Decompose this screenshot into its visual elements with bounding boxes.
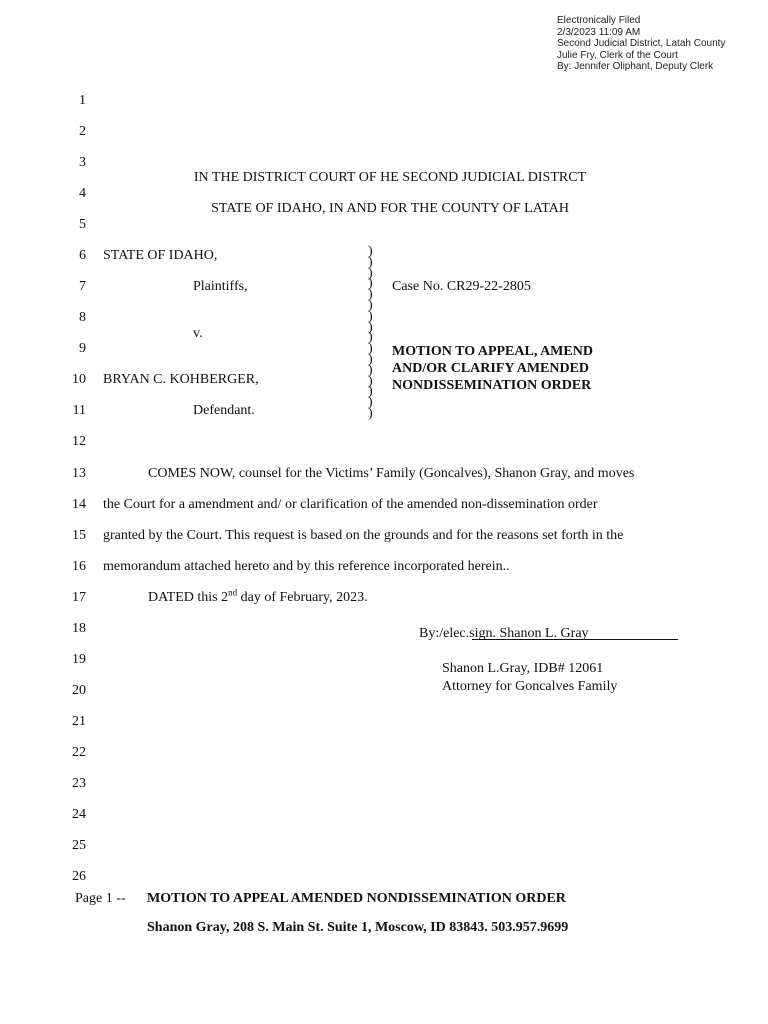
defendant-role: Defendant.: [193, 403, 255, 418]
dated-line: [148, 587, 368, 606]
line-number: 10: [72, 372, 86, 387]
paren: ): [368, 244, 373, 259]
motion-title-line2: AND/OR CLARIFY AMENDED: [392, 361, 590, 376]
versus-label: v.: [193, 326, 203, 341]
paren: ): [368, 384, 373, 400]
body-line: memorandum attached hereto and by this reference incorporated herein..: [103, 559, 510, 574]
paren: ): [368, 341, 373, 357]
line-number: 17: [72, 590, 86, 605]
line-number: 22: [72, 745, 86, 760]
line-number: 12: [72, 434, 86, 449]
paren: ): [368, 330, 373, 346]
line-number: 9: [79, 341, 86, 356]
dated-suffix: day of February, 2023.: [237, 590, 368, 605]
paren: ): [368, 297, 373, 313]
line-number: 14: [72, 497, 86, 512]
line-number: 26: [72, 869, 86, 884]
line-number: 2: [79, 124, 86, 139]
line-number: 15: [72, 528, 86, 543]
plaintiff-role: Plaintiffs,: [193, 279, 248, 294]
paren: ): [368, 254, 373, 270]
page-label: Page 1 --: [75, 891, 126, 906]
stamp-line: By: Jennifer Oliphant, Deputy Clerk: [557, 61, 714, 72]
line-number: 4: [79, 186, 86, 201]
paren: ): [368, 405, 373, 421]
attorney-name: Shanon L.Gray, IDB# 12061: [442, 661, 604, 676]
line-number: 16: [72, 559, 86, 574]
stamp-line: 2/3/2023 11:09 AM: [557, 26, 641, 38]
paren: ): [368, 319, 373, 335]
signature-by-label: By:/elec.: [419, 626, 470, 641]
motion-title-line3: NONDISSEMINATION ORDER: [392, 378, 592, 393]
paren: ): [368, 373, 373, 389]
paren: ): [368, 395, 373, 411]
paren: ): [368, 287, 373, 303]
line-number: 19: [72, 652, 86, 667]
line-number: 21: [72, 714, 86, 729]
paren: ): [368, 351, 373, 367]
signature-text: sign. Shanon L. Gray: [469, 626, 589, 641]
efiling-stamp: [557, 15, 725, 73]
line-number: 20: [72, 683, 86, 698]
line-number: 6: [79, 248, 86, 263]
line-number: 8: [79, 310, 86, 325]
line-number: 3: [79, 155, 86, 170]
paren: ): [368, 276, 373, 292]
paren: ): [368, 308, 373, 324]
court-heading-line1: IN THE DISTRICT COURT OF HE SECOND JUDICIAL DISTRCT: [193, 170, 587, 185]
footer-address: Shanon Gray, 208 S. Main St. Suite 1, Moscow, ID 83843. 503.957.9699: [147, 920, 569, 935]
stamp-line: Second Judicial District, Latah County: [557, 38, 726, 49]
line-number: 25: [72, 838, 86, 853]
paren: ): [368, 362, 373, 378]
motion-title-line1: MOTION TO APPEAL, AMEND: [392, 344, 593, 359]
caption-divider: [368, 244, 373, 421]
line-number: 11: [72, 403, 86, 418]
paren: ): [368, 265, 373, 281]
line-number: 5: [79, 217, 86, 232]
court-heading-line2: STATE OF IDAHO, IN AND FOR THE COUNTY OF LATAH: [211, 201, 569, 216]
defendant-name: BRYAN C. KOHBERGER,: [103, 372, 259, 387]
body-line: COMES NOW, counsel for the Victims’ Family (Goncalves), Shanon Gray, and moves: [148, 466, 635, 481]
case-number: Case No. CR29-22-2805: [392, 279, 531, 294]
dated-ordinal: nd: [228, 587, 238, 598]
plaintiff-name: STATE OF IDAHO,: [103, 248, 218, 263]
dated-prefix: DATED this 2: [148, 590, 229, 605]
stamp-line: Julie Fry, Clerk of the Court: [557, 49, 678, 61]
stamp-line: Electronically Filed: [557, 15, 641, 26]
attorney-role: Attorney for Goncalves Family: [442, 679, 618, 694]
line-number: 24: [72, 807, 86, 822]
line-number: 7: [79, 279, 86, 294]
footer-title: MOTION TO APPEAL AMENDED NONDISSEMINATION ORDER: [147, 891, 566, 906]
line-number: 1: [79, 93, 86, 108]
line-number: 18: [72, 621, 86, 636]
line-number: 23: [72, 776, 86, 791]
body-line: granted by the Court. This request is based on the grounds and for the reasons set forth in the: [103, 528, 624, 543]
signature-line: [419, 626, 589, 642]
line-number: 13: [72, 466, 86, 481]
body-line: the Court for a amendment and/ or clarification of the amended non-dissemination order: [103, 497, 598, 512]
